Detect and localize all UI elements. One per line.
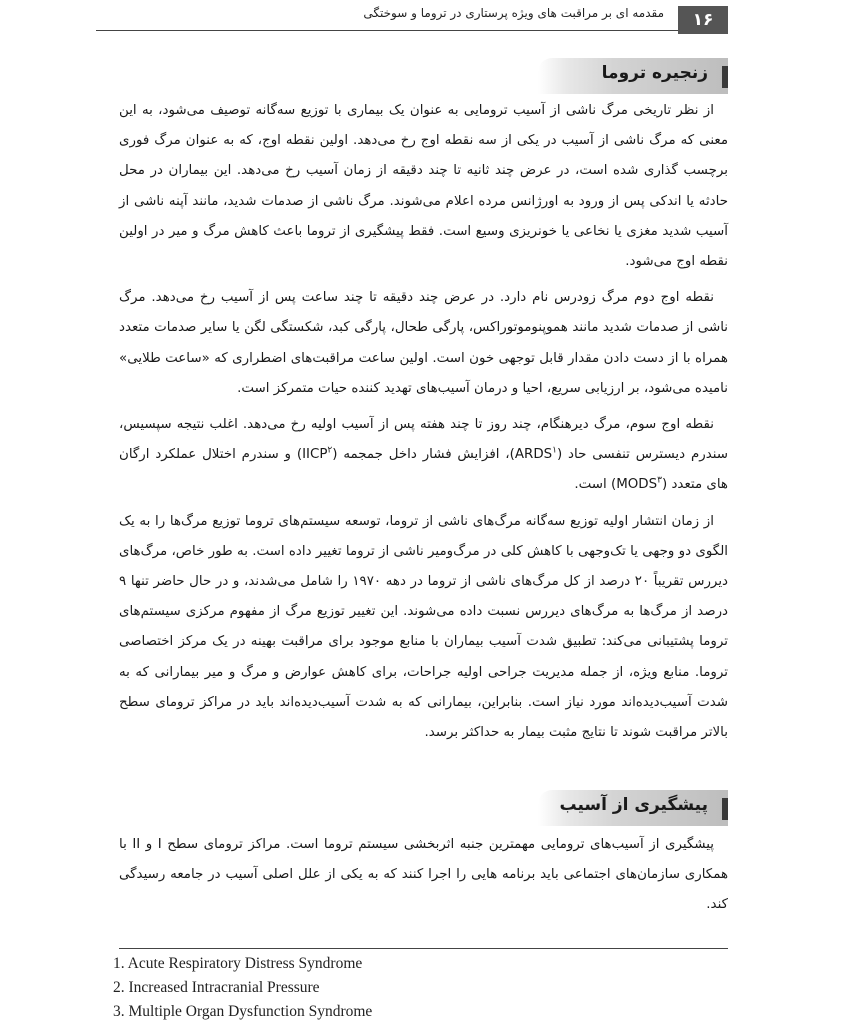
text-run: نقطه اوج سوم، مرگ دیرهنگام، چند روز تا چند هفته پس از آسیب اولیه رخ می‌دهد. اغلب نتیجه سپسیس، سندرم دیسترس تنفسی حاد (ARDS [119,417,728,463]
text-run: ) و سندرم اختلال عملکرد ارگان های متعدد (MODS [119,447,728,493]
text-run: )، افزایش فشار داخل جمجمه (IICP [302,447,515,463]
paragraph: پیشگیری از آسیب‌های ترومایی مهمترین جنبه اثربخشی سیستم تروما است. مراکز ترومای سطح I و II با همکاری سازمان‌های اجتماعی باید برنامه هایی را اجرا کنند که به یکی از علل اصلی آسیب در جامعه رسیدگی کند. [119,837,728,913]
text-run: ) است. [574,477,617,493]
paragraph-with-footnote-refs [119,410,728,501]
footnote-item: 1. Acute Respiratory Distress Syndrome [113,955,363,972]
footnote-ref: ۳ [657,475,662,486]
section-title: زنجیره تروما [601,63,708,83]
paragraph: از نظر تاریخی مرگ ناشی از آسیب ترومایی به عنوان یک بیماری با توزیع سه‌گانه توصیف می‌شود، به این معنی که مرگ ناشی از آسیب در یکی از سه نقطه اوج رخ می‌دهد. اولین نقطه اوج، که به عنوان مرگ فوری برچسب گذاری شده است، در عرض چند ثانیه تا چند دقیقه از زمان آسیب رخ می‌دهد. این بیماران در محل حادثه یا اندکی پس از ورود به اورژانس مرده اعلام می‌شوند. مرگ ناشی از صدمات شدید، مانند آپنه ناشی از آسیب شدید مغزی یا نخاعی یا خونریزی وسیع است. فقط پیشگیری از تروما باعث کاهش مرگ و میر در اولین نقطه اوج می‌شود. [119,103,728,270]
footnote-divider [119,948,728,949]
heading-bar [722,66,728,88]
page-number: ۱۶ [678,6,728,34]
footnote-item: 2. Increased Intracranial Pressure [113,979,320,996]
running-title: مقدمه ای بر مراقبت های ویژه پرستاری در تروما و سوختگی [363,6,664,20]
paragraph: از زمان انتشار اولیه توزیع سه‌گانه مرگ‌های ناشی از تروما، توسعه سیستم‌های تروما توزیع مرگ‌ها را به یک الگوی دو وجهی یا تک‌وجهی با کاهش کلی در مرگ‌ومیر ناشی از تروما تغییر داده است. به طور خاص، مرگ‌های دیررس تقریباً ۲۰ درصد از کل مرگ‌های ناشی از تروما در دهه ۱۹۷۰ را شامل می‌شدند، و در حال حاضر تنها ۹ درصد از مرگ‌ها به مرگ‌های دیررس نسبت داده می‌شوند. این تغییر توزیع مرگ از مفهوم مرکزی سیستم‌های تروما پشتیبانی می‌کند: تطبیق شدت آسیب بیماران با منابع موجود برای مراقبت بهینه در یک مرکز اختصاصی تروما. منابع ویژه، از جمله مدیریت جراحی اولیه جراحات، برای کاهش عوارض و مرگ و میر بیمارانی که به شدت آسیب‌دیده‌اند مورد نیاز است. بنابراین، بیمارانی که به شدت آسیب‌دیده‌اند باید در مراکز ترومای سطح بالاتر مراقبت شوند تا نتایج مثبت بیمار به حداکثر برسد. [119,513,729,741]
paragraph: نقطه اوج دوم مرگ زودرس نام دارد. در عرض چند دقیقه تا چند ساعت پس از آسیب رخ می‌دهد. مرگ ناشی از صدمات شدید مانند هموپنوموتوراکس، پارگی طحال، پارگی کبد، شکستگی لگن یا سایر صدمات متعدد همراه با از دست دادن مقدار قابل توجهی خون است. اولین ساعت مراقبت‌های اضطراری که «ساعت طلایی» نامیده می‌شود، بر ارزیابی سریع، احیا و درمان آسیب‌های تهدید کننده حیات متمرکز است. [119,290,728,396]
section-body-injury-prevention [119,830,728,927]
section-heading-injury-prevention [538,790,728,826]
footnote-item: 3. Multiple Organ Dysfunction Syndrome [113,1003,373,1020]
footnote-ref: ۱ [552,445,557,456]
section-title: پیشگیری از آسیب [559,795,708,815]
section-heading-trauma-chain [538,58,728,94]
footnote-ref: ۲ [327,445,333,456]
footnotes [113,952,673,1024]
heading-bar [722,798,728,820]
section-body-trauma-chain [119,96,728,754]
